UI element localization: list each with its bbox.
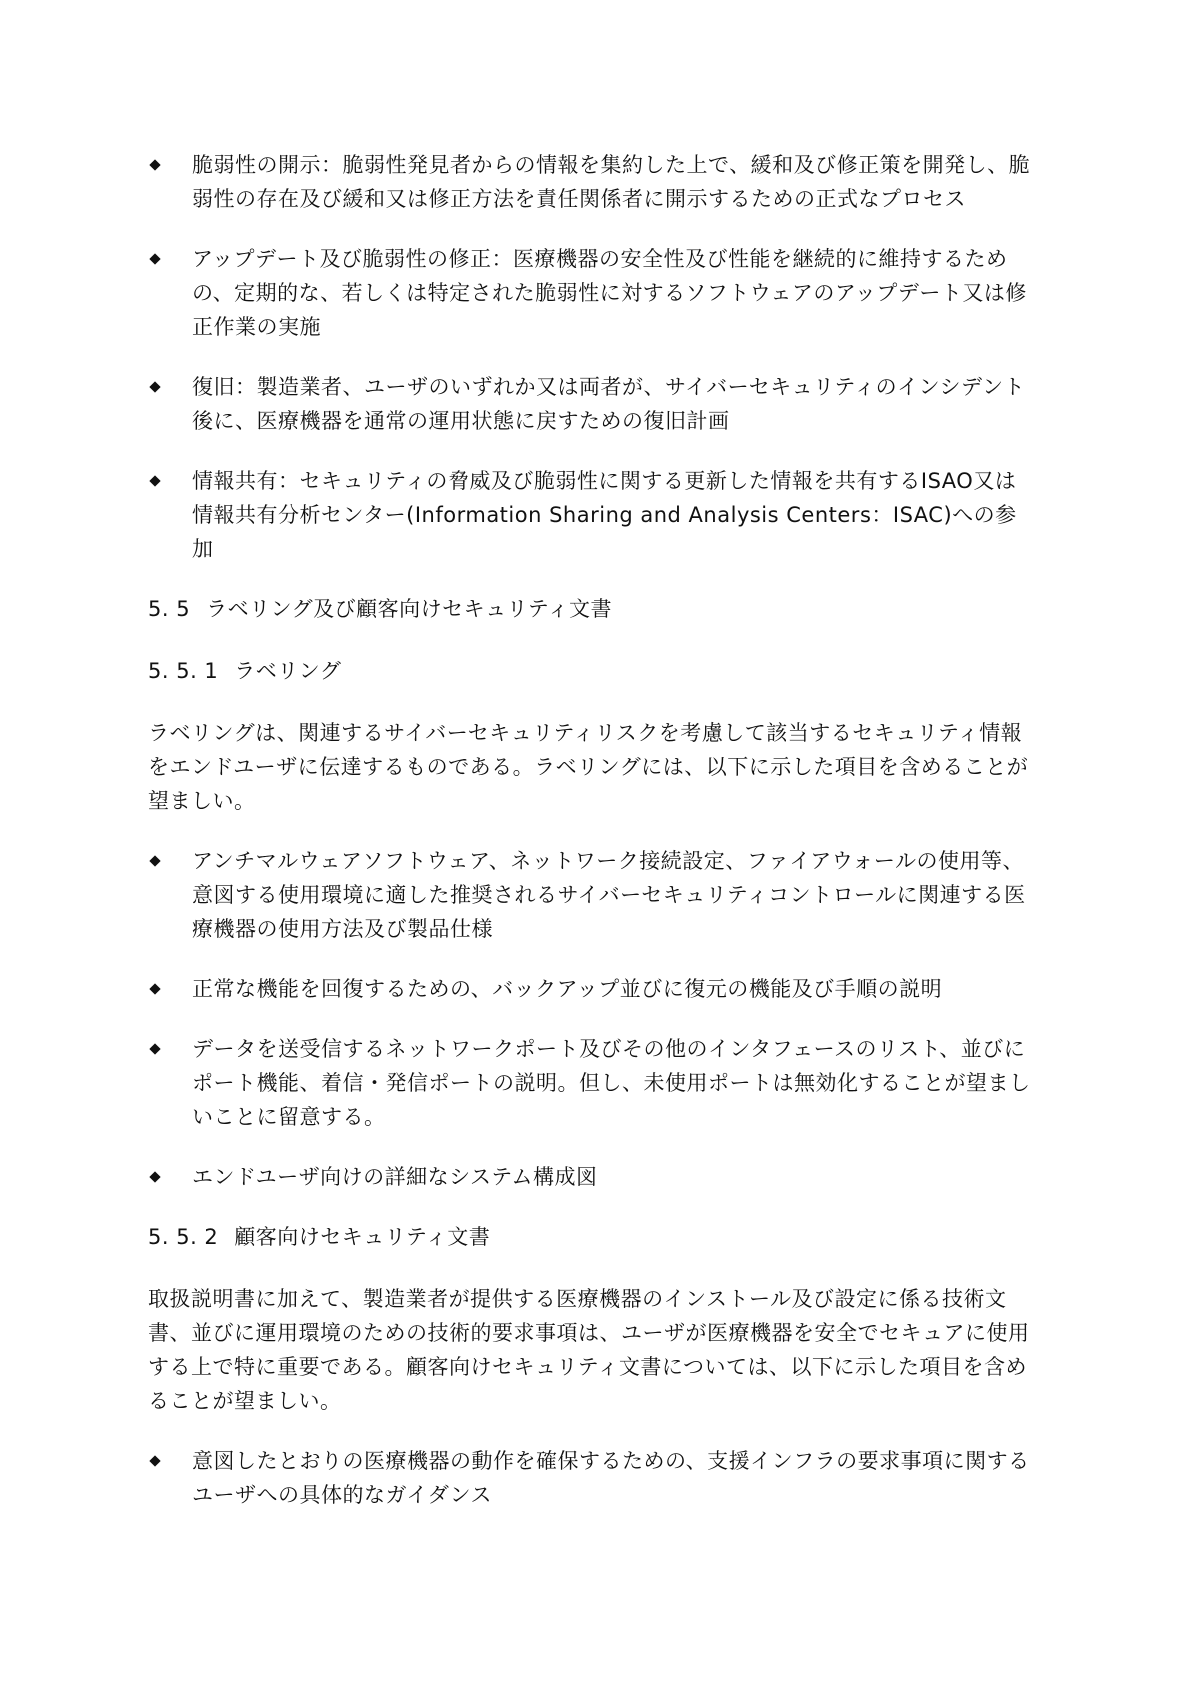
bullet-icon <box>149 855 160 866</box>
list-item <box>148 972 1034 1006</box>
bullet-icon <box>149 475 160 486</box>
list-item <box>148 844 1034 946</box>
customer-docs-paragraph: 取扱説明書に加えて、製造業者が提供する医療機器のインストール及び設定に係る技術文書、並びに運用環境のための技術的要求事項は、ユーザが医療機器を安全でセキュアに使用する上で特に重要である。顧客向けセキュリティ文書については、以下に示した項目を含めることが望ましい。 <box>148 1287 1030 1413</box>
bullet-icon <box>149 381 160 392</box>
list-item <box>148 1444 1034 1512</box>
labeling-paragraph: ラベリングは、関連するサイバーセキュリティリスクを考慮して該当するセキュリティ情報をエンドユーザに伝達するものである。ラベリングには、以下に示した項目を含めることが望ましい。 <box>148 721 1029 813</box>
list-item <box>148 148 1034 216</box>
list-item <box>148 370 1034 438</box>
list-item-text: アップデート及び脆弱性の修正：医療機器の安全性及び性能を継続的に維持するための、定期的な、若しくは特定された脆弱性に対するソフトウェアのアップデート又は修正作業の実施 <box>192 247 1027 339</box>
list-item <box>148 1160 1034 1194</box>
list-item-text: 脆弱性の開示：脆弱性発見者からの情報を集約した上で、緩和及び修正策を開発し、脆弱性の存在及び緩和又は修正方法を責任関係者に開示するための正式なプロセス <box>192 153 1031 211</box>
bullet-icon <box>149 1455 160 1466</box>
bullet-list-1 <box>148 148 1034 566</box>
bullet-icon <box>149 1043 160 1054</box>
bullet-icon <box>149 983 160 994</box>
section-title: ラベリング及び顧客向けセキュリティ文書 <box>206 597 613 621</box>
list-item <box>148 242 1034 344</box>
list-item-text: 情報共有：セキュリティの脅威及び脆弱性に関する更新した情報を共有するISAO又は情報共有分析センター(Information Sharing and Analysis Centers：ISAC)への参加 <box>192 469 1017 561</box>
list-item-text: データを送受信するネットワークポート及びその他のインタフェースのリスト、並びにポート機能、着信・発信ポートの説明。但し、未使用ポートは無効化することが望ましいことに留意する。 <box>192 1037 1031 1129</box>
bullet-icon <box>149 159 160 170</box>
section-number: 5. 5. 2 <box>148 1225 219 1249</box>
bullet-icon <box>149 1171 160 1182</box>
section-heading-5-5 <box>148 592 1034 626</box>
bullet-list-3 <box>148 1444 1034 1512</box>
section-title: 顧客向けセキュリティ文書 <box>234 1225 491 1249</box>
list-item-text: 正常な機能を回復するための、バックアップ並びに復元の機能及び手順の説明 <box>192 977 943 1001</box>
document-body <box>148 148 1034 1538</box>
list-item <box>148 1032 1034 1134</box>
list-item-text: 復旧：製造業者、ユーザのいずれか又は両者が、サイバーセキュリティのインシデント後に、医療機器を通常の運用状態に戻すための復旧計画 <box>192 375 1026 433</box>
section-number: 5. 5 <box>148 597 191 621</box>
bullet-list-2 <box>148 844 1034 1194</box>
list-item <box>148 464 1034 566</box>
section-heading-5-5-2 <box>148 1220 1034 1254</box>
section-title: ラベリング <box>234 659 342 683</box>
section-heading-5-5-1 <box>148 654 1034 688</box>
list-item-text: 意図したとおりの医療機器の動作を確保するための、支援インフラの要求事項に関するユーザへの具体的なガイダンス <box>192 1449 1030 1507</box>
list-item-text: エンドユーザ向けの詳細なシステム構成図 <box>192 1165 598 1189</box>
list-item-text: アンチマルウェアソフトウェア、ネットワーク接続設定、ファイアウォールの使用等、意図する使用環境に適した推奨されるサイバーセキュリティコントロールに関連する医療機器の使用方法及び製品仕様 <box>192 849 1026 941</box>
bullet-icon <box>149 253 160 264</box>
section-number: 5. 5. 1 <box>148 659 219 683</box>
